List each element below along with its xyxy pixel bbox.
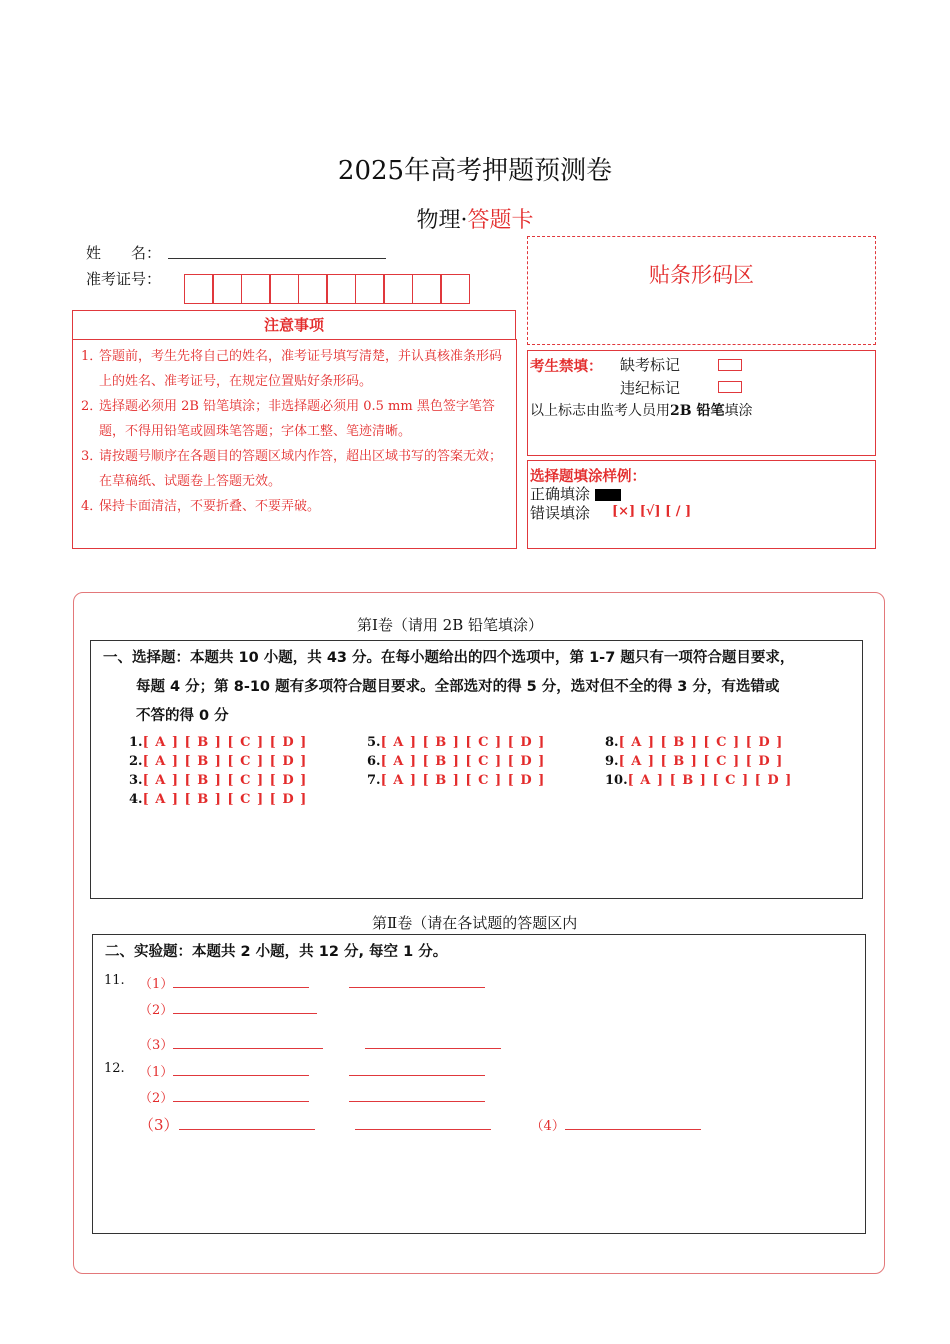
answer-card-label: 答题卡: [467, 208, 534, 233]
absent-mark-box[interactable]: [718, 359, 742, 371]
notice-item: 4． 保持卡面清洁，不要折叠、不要弄破。: [81, 499, 321, 514]
choice-section: [90, 640, 863, 899]
q11-blank-row-3[interactable]: （3）: [139, 1034, 501, 1053]
violation-label: 违纪标记: [620, 379, 681, 397]
part2-title: 第Ⅱ卷（请在各试题的答题区内: [372, 914, 578, 932]
notice-box: [72, 339, 517, 549]
choice-question[interactable]: 9.[ A ] [ B ] [ C ] [ D ]: [605, 754, 784, 769]
q11-number: 11.: [104, 973, 125, 988]
fill-sample-box: [527, 460, 876, 549]
absent-label: 缺考标记: [620, 356, 681, 374]
q12-blank-row-2[interactable]: （2）: [139, 1087, 485, 1106]
exam-id-grid[interactable]: [185, 274, 470, 304]
id-box[interactable]: [440, 274, 470, 304]
notice-item: 2． 选择题必须用 2B 铅笔填涂；非选择题必须用 0.5 mm 黑色签字笔答题，不得用铅笔或圆珠笔答题；字体工整、笔迹清晰。: [81, 399, 495, 439]
q12-blank-row-3[interactable]: （3） （4）: [139, 1114, 701, 1135]
choice-question[interactable]: 2.[ A ] [ B ] [ C ] [ D ]: [129, 754, 308, 769]
id-box[interactable]: [212, 274, 242, 304]
violation-mark-box[interactable]: [718, 381, 742, 393]
id-box[interactable]: [184, 274, 214, 304]
choice-question[interactable]: 5.[ A ] [ B ] [ C ] [ D ]: [367, 735, 546, 750]
id-box[interactable]: [241, 274, 271, 304]
choice-heading-line3: 不答的得 0 分: [136, 708, 229, 724]
choice-question[interactable]: 3.[ A ] [ B ] [ C ] [ D ]: [129, 773, 308, 788]
correct-fill-label: 正确填涂: [530, 483, 621, 504]
q11-blank-row-1[interactable]: （1）: [139, 973, 485, 992]
exam-id-label: 准考证号：: [86, 270, 162, 288]
fill-sample-title: 选择题填涂样例：: [530, 469, 646, 485]
name-field[interactable]: [168, 258, 386, 259]
proctor-box: [527, 350, 876, 456]
id-box[interactable]: [269, 274, 299, 304]
exam-title: 2025年高考押题预测卷: [337, 156, 613, 186]
part1-title: 第Ⅰ卷（请用 2B 铅笔填涂）: [356, 616, 544, 634]
choice-heading-line2: 每题 4 分；第 8-10 题有多项符合题目要求。全部选对的得 5 分，选对但不全的得 3 分，有选错或: [136, 679, 780, 695]
choice-question[interactable]: 6.[ A ] [ B ] [ C ] [ D ]: [367, 754, 546, 769]
barcode-label: 贴条形码区: [649, 263, 754, 287]
q12-number: 12.: [104, 1061, 125, 1076]
subject-name: 物理·: [416, 208, 468, 233]
q11-blank-row-2[interactable]: （2）: [139, 999, 317, 1018]
experiment-heading: 二、实验题：本题共 2 小题，共 12 分, 每空 1 分。: [105, 944, 448, 960]
proctor-title: 考生禁填：: [530, 359, 603, 375]
id-box[interactable]: [412, 274, 442, 304]
choice-question[interactable]: 4.[ A ] [ B ] [ C ] [ D ]: [129, 792, 308, 807]
experiment-section: [92, 934, 866, 1234]
choice-question[interactable]: 10.[ A ] [ B ] [ C ] [ D ]: [605, 773, 793, 788]
barcode-area: [527, 236, 876, 345]
wrong-fill-marks: [×] [√] [ / ]: [612, 504, 692, 519]
id-box[interactable]: [298, 274, 328, 304]
id-box[interactable]: [326, 274, 356, 304]
wrong-fill-label: 错误填涂: [530, 504, 591, 522]
q12-blank-row-1[interactable]: （1）: [139, 1061, 485, 1080]
notice-item: 3． 请按题号顺序在各题目的答题区域内作答，超出区域书写的答案无效；在草稿纸、试题卷上答题无效。: [81, 449, 503, 489]
name-label: 姓 名：: [86, 244, 162, 262]
id-box[interactable]: [355, 274, 385, 304]
proctor-note: 以上标志由监考人员用2B 铅笔填涂: [530, 403, 753, 419]
subject-title: [0, 203, 950, 234]
choice-question[interactable]: 1.[ A ] [ B ] [ C ] [ D ]: [129, 735, 308, 750]
choice-question[interactable]: 8.[ A ] [ B ] [ C ] [ D ]: [605, 735, 784, 750]
id-box[interactable]: [383, 274, 413, 304]
filled-box-icon: [595, 489, 621, 501]
choice-heading-line1: 一、选择题：本题共 10 小题，共 43 分。在每小题给出的四个选项中，第 1-7 题只有一项符合题目要求，: [103, 650, 795, 666]
choice-question[interactable]: 7.[ A ] [ B ] [ C ] [ D ]: [367, 773, 546, 788]
notice-item: 1． 答题前，考生先将自己的姓名，准考证号填写清楚，并认真核准条形码上的姓名、准考证号，在规定位置贴好条形码。: [81, 349, 503, 389]
notice-title: 注意事项: [72, 310, 516, 340]
